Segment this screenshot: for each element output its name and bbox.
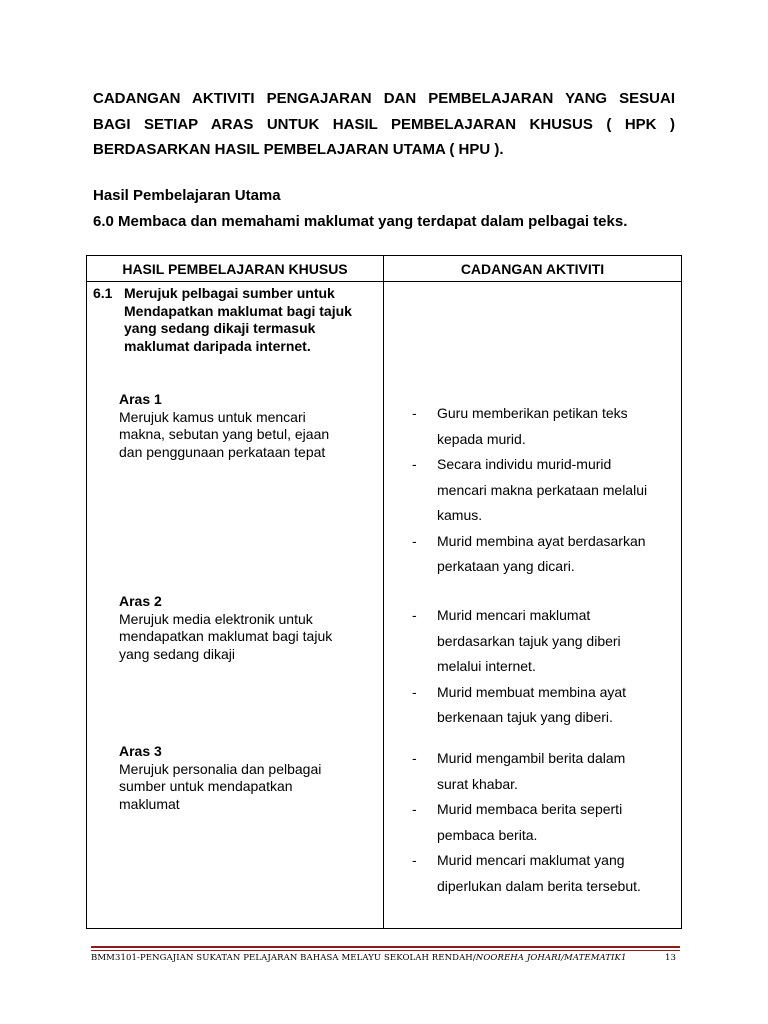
hpk-cell [87,282,384,929]
bullet-dash: - [412,405,417,421]
hpk-line: Mendapatkan maklumat bagi tajuk [124,302,352,319]
heading-line-3: BERDASARKAN HASIL PEMBELAJARAN UTAMA ( HPU ). [93,141,504,158]
activity-line: mencari makna perkataan melalui [437,481,648,498]
activity-line: berdasarkan tajuk yang diberi [437,632,621,649]
level-1 [119,391,381,461]
table-header-row [87,256,682,282]
header-activities: CADANGAN AKTIVITI [384,256,682,282]
level-2-activities [409,603,679,731]
activity-line: berkenaan tajuk yang diberi. [437,709,613,725]
hpk-line: Merujuk pelbagai sumber untuk [124,285,335,301]
activity-line: Murid membuat membina ayat [437,683,627,700]
activity-line: Murid membina ayat berdasarkan [437,532,646,549]
footer-course-text: BMM3101-PENGAJIAN SUKATAN PELAJARAN BAHASA MELAYU SEKOLAH RENDAH/ [91,953,476,963]
bullet-dash: - [412,801,417,817]
activity-line: kepada murid. [437,430,526,447]
level-line: Merujuk personalia dan pelbagai [119,760,322,777]
activity-line: melalui internet. [437,658,536,674]
level-line: maklumat [119,795,180,812]
level-1-activities [409,401,679,580]
heading-line-2: BAGI SETIAP ARAS UNTUK HASIL PEMBELAJARAN KHUSUS ( HPK ) [93,115,675,133]
page-footer [91,953,680,963]
level-line: sumber untuk mendapatkan [119,778,293,794]
footer-divider [91,946,680,951]
bullet-dash: - [412,607,417,623]
list-item [409,529,679,580]
hpk-line: maklumat daripada internet. [124,337,311,354]
level-line: Merujuk media elektronik untuk [119,610,313,627]
level-title: Aras 1 [119,391,162,407]
level-line: yang sedang dikaji [119,645,235,662]
page-number: 13 [664,953,676,963]
footer-author: NOOREHA JOHARI/MATEMATIK1 [475,953,627,963]
bullet-dash: - [412,532,417,549]
bullet-dash: - [412,852,417,868]
list-item [409,680,679,731]
hpk-line: yang sedang dikaji termasuk [124,320,316,336]
list-item [409,401,679,452]
activity-line: Secara individu murid-murid [437,456,612,472]
list-item [409,603,679,680]
list-item [409,848,679,899]
level-title: Aras 3 [119,743,162,759]
level-3 [119,743,381,813]
activity-line: Murid mencari maklumat [437,607,591,623]
hpk-number: 6.1 [93,285,113,301]
list-item [409,797,679,848]
level-2 [119,593,381,663]
hpk-statement [93,285,383,355]
activity-line: kamus. [437,507,483,523]
heading-line-1: CADANGAN AKTIVITI PENGAJARAN DAN PEMBELAJARAN YANG SESUAI [93,90,675,107]
hpk-activity-table [86,255,682,929]
level-line: mendapatkan maklumat bagi tajuk [119,628,333,644]
bullet-dash: - [412,456,417,472]
activity-line: diperlukan dalam berita tersebut. [437,877,641,894]
activity-line: pembaca berita. [437,826,538,843]
hpu-label: Hasil Pembelajaran Utama [93,187,281,204]
hpu-text: 6.0 Membaca dan memahami maklumat yang terdapat dalam pelbagai teks. [93,213,628,230]
list-item [409,746,679,797]
activities-cell [384,282,682,929]
bullet-dash: - [412,750,417,766]
bullet-dash: - [412,683,417,700]
table-row [87,282,682,929]
activity-line: Murid membaca berita seperti [437,801,623,817]
activity-line: Murid mengambil berita dalam [437,750,626,766]
activity-line: Murid mencari maklumat yang [437,852,625,868]
header-hpk: HASIL PEMBELAJARAN KHUSUS [87,256,384,282]
activity-line: surat khabar. [437,775,518,792]
level-3-activities [409,746,679,899]
level-title: Aras 2 [119,593,162,609]
level-line: dan penggunaan perkataan tepat [119,443,326,460]
list-item [409,452,679,529]
activity-line: perkataan yang dicari. [437,558,575,574]
activity-line: Guru memberikan petikan teks [437,405,628,421]
level-line: makna, sebutan yang betul, ejaan [119,426,330,442]
document-heading [93,86,675,163]
level-line: Merujuk kamus untuk mencari [119,408,306,425]
